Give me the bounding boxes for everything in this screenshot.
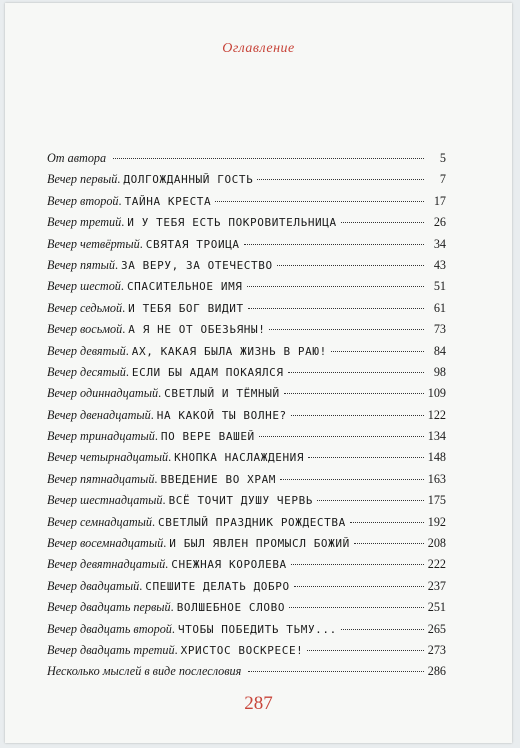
toc-entry-page: 26 — [433, 215, 446, 230]
toc-entry-separator: . — [125, 364, 129, 379]
toc-entry-heading: СВЯТАЯ ТРОИЦА — [145, 237, 240, 251]
page-title: Оглавление — [222, 41, 295, 56]
dot-leader — [331, 351, 424, 352]
toc-entry-label: Вечер двадцать первый — [47, 600, 171, 615]
toc-entry-label: Вечер четвёртый — [47, 236, 140, 251]
toc-entry-heading: ЕСЛИ БЫ АДАМ ПОКАЯЛСЯ — [131, 365, 284, 379]
toc-entry-label: Вечер двадцать третий — [47, 642, 175, 657]
toc-entry — [47, 301, 446, 322]
toc-entry-label: Вечер тринадцатый — [47, 429, 155, 444]
toc-entry-label: Вечер восьмой — [47, 322, 123, 337]
toc-entry-label: Несколько мыслей в виде послесловия — [47, 664, 242, 679]
table-of-contents — [47, 151, 446, 686]
toc-entry — [47, 515, 446, 536]
toc-entry-heading: СНЕЖНАЯ КОРОЛЕВА — [171, 558, 287, 572]
toc-entry-page: 122 — [427, 407, 446, 422]
toc-entry-heading: И ТЕБЯ БОГ ВИДИТ — [128, 301, 244, 315]
toc-entry-separator: . — [122, 300, 126, 315]
toc-entry-page: 222 — [427, 557, 446, 572]
toc-entry-heading: И У ТЕБЯ ЕСТЬ ПОКРОВИТЕЛЬНИЦА — [127, 216, 337, 230]
toc-entry-page: 17 — [433, 193, 446, 208]
toc-entry-heading: КНОПКА НАСЛАЖДЕНИЯ — [174, 451, 305, 465]
toc-entry — [47, 472, 446, 493]
dot-leader — [354, 543, 424, 544]
toc-entry-separator: . — [154, 429, 158, 444]
dot-leader — [259, 436, 424, 437]
dot-leader — [341, 222, 424, 223]
toc-entry-label: Вечер третий — [47, 215, 122, 230]
toc-entry-separator: . — [170, 600, 174, 615]
toc-entry-page: 73 — [433, 322, 446, 337]
toc-entry-heading: СПАСИТЕЛЬНОЕ ИМЯ — [126, 280, 243, 294]
toc-entry-heading: СВЕТЛЫЙ И ТЁМНЫЙ — [164, 387, 280, 401]
toc-entry-separator: . — [158, 386, 162, 401]
toc-entry-page: 43 — [433, 257, 446, 272]
dot-leader — [277, 265, 424, 266]
toc-entry — [47, 557, 446, 578]
toc-entry — [47, 408, 446, 429]
dot-leader — [284, 393, 424, 394]
toc-entry-label: Вечер второй — [47, 193, 119, 208]
toc-entry-label: Вечер двадцать второй — [47, 621, 172, 636]
toc-entry-heading: АХ, КАКАЯ БЫЛА ЖИЗНЬ В РАЮ! — [131, 344, 327, 358]
toc-entry-page: 84 — [433, 343, 446, 358]
toc-entry — [47, 194, 446, 215]
toc-entry-page: 134 — [427, 429, 446, 444]
toc-entry — [47, 600, 446, 621]
toc-entry — [47, 386, 446, 407]
toc-entry-separator: . — [174, 642, 178, 657]
toc-entry-page: 251 — [427, 600, 446, 615]
toc-entry-page: 192 — [427, 514, 446, 529]
toc-entry-page: 163 — [427, 471, 446, 486]
dot-leader — [280, 479, 424, 480]
toc-entry-separator: . — [165, 557, 169, 572]
dot-leader — [248, 671, 423, 672]
dot-leader — [244, 244, 424, 245]
toc-entry-separator: . — [118, 193, 122, 208]
toc-entry-label: Вечер шестнадцатый — [47, 493, 163, 508]
toc-entry-page: 61 — [433, 300, 446, 315]
dot-leader — [215, 201, 424, 202]
toc-entry-separator: . — [117, 172, 121, 187]
toc-entry-separator: . — [114, 257, 119, 272]
toc-entry-heading: НА КАКОЙ ТЫ ВОЛНЕ? — [156, 408, 287, 422]
toc-entry-page: 273 — [427, 642, 446, 657]
toc-entry-heading: ТАЙНА КРЕСТА — [124, 194, 212, 208]
toc-entry-heading: ДОЛГОЖДАННЫЙ ГОСТЬ — [123, 173, 254, 187]
dot-leader — [269, 329, 424, 330]
toc-entry-separator: . — [168, 450, 172, 465]
dot-leader — [308, 457, 424, 458]
page-number: 287 — [244, 693, 273, 714]
toc-entry-separator: . — [125, 343, 129, 358]
dot-leader — [307, 650, 423, 651]
toc-entry-label: Вечер восемнадцатый — [47, 536, 164, 551]
dot-leader — [289, 607, 424, 608]
toc-entry-label: От автора — [47, 151, 107, 165]
toc-entry-label: Вечер седьмой — [47, 300, 123, 315]
toc-entry-page: 237 — [427, 578, 446, 593]
toc-entry — [47, 643, 446, 664]
toc-entry-separator: . — [154, 471, 158, 486]
toc-entry-page: 51 — [433, 279, 446, 294]
toc-entry-page: 109 — [427, 386, 446, 401]
dot-leader — [341, 629, 424, 630]
toc-entry — [47, 172, 446, 193]
dot-leader — [247, 286, 424, 287]
toc-entry-separator: . — [151, 514, 156, 529]
toc-entry — [47, 151, 446, 172]
toc-entry — [47, 215, 446, 236]
toc-entry-page: 34 — [433, 236, 446, 251]
toc-entry — [47, 536, 446, 557]
toc-entry-page: 208 — [427, 536, 446, 551]
toc-entry-label: Вечер девятый — [47, 343, 126, 358]
toc-entry — [47, 237, 446, 258]
toc-entry — [47, 493, 446, 514]
toc-entry — [47, 579, 446, 600]
toc-entry — [47, 344, 446, 365]
toc-entry-label: Вечер пятнадцатый — [47, 471, 155, 486]
toc-entry-heading: ПО ВЕРЕ ВАШЕЙ — [160, 430, 255, 444]
toc-entry-page: 7 — [439, 172, 446, 187]
toc-entry-heading: И БЫЛ ЯВЛЕН ПРОМЫСЛ БОЖИЙ — [169, 537, 350, 551]
toc-entry — [47, 365, 446, 386]
toc-entry-heading: СПЕШИТЕ ДЕЛАТЬ ДОБРО — [145, 579, 290, 593]
toc-entry-page: 286 — [427, 664, 446, 679]
toc-entry — [47, 429, 446, 450]
toc-entry-separator: . — [163, 536, 167, 551]
toc-entry-separator: . — [171, 621, 175, 636]
toc-entry-label: Вечер пятый — [47, 257, 115, 272]
toc-entry-label: Вечер десятый — [47, 364, 126, 379]
toc-entry-label: Вечер четырнадцатый — [47, 450, 169, 465]
toc-entry-page: 175 — [427, 493, 446, 508]
dot-leader — [291, 564, 424, 565]
toc-entry-separator: . — [121, 215, 125, 230]
toc-entry-heading: А Я НЕ ОТ ОБЕЗЬЯНЫ! — [128, 323, 266, 337]
toc-entry-separator: . — [150, 407, 154, 422]
toc-entry-label: Вечер семнадцатый — [47, 514, 152, 529]
toc-entry-label: Вечер одиннадцатый — [47, 386, 159, 401]
toc-entry-separator: . — [139, 578, 143, 593]
dot-leader — [257, 179, 424, 180]
toc-entry-page: 5 — [439, 151, 446, 165]
dot-leader — [317, 500, 424, 501]
toc-entry — [47, 664, 446, 685]
dot-leader — [294, 586, 424, 587]
toc-entry — [47, 258, 446, 279]
toc-entry-page: 98 — [433, 364, 446, 379]
book-page — [5, 3, 512, 743]
dot-leader — [248, 308, 424, 309]
dot-leader — [113, 158, 424, 159]
toc-entry-label: Вечер первый — [47, 172, 118, 187]
toc-entry-heading: ВСЁ ТОЧИТ ДУШУ ЧЕРВЬ — [168, 494, 314, 508]
toc-entry-separator: . — [122, 322, 126, 337]
dot-leader — [350, 522, 424, 523]
dot-leader — [288, 372, 424, 373]
toc-entry-label: Вечер девятнадцатый — [47, 557, 166, 572]
toc-entry-label: Вечер шестой — [47, 279, 121, 294]
toc-entry — [47, 450, 446, 471]
toc-entry-heading: ВОЛШЕБНОЕ СЛОВО — [176, 601, 286, 615]
toc-entry — [47, 322, 446, 343]
toc-entry — [47, 622, 446, 643]
toc-entry — [47, 279, 446, 300]
toc-entry-heading: ЗА ВЕРУ, ЗА ОТЕЧЕСТВО — [121, 258, 273, 272]
toc-entry-separator: . — [162, 493, 166, 508]
toc-entry-separator: . — [139, 236, 143, 251]
dot-leader — [291, 415, 424, 416]
toc-entry-label: Вечер двадцатый — [47, 578, 140, 593]
toc-entry-heading: ХРИСТОС ВОСКРЕСЕ! — [180, 643, 304, 657]
toc-entry-page: 265 — [427, 621, 446, 636]
toc-entry-separator: . — [120, 279, 124, 294]
toc-entry-page: 148 — [427, 450, 446, 465]
toc-entry-heading: СВЕТЛЫЙ ПРАЗДНИК РОЖДЕСТВА — [158, 515, 346, 529]
toc-entry-heading: ЧТОБЫ ПОБЕДИТЬ ТЬМУ... — [177, 622, 337, 636]
toc-entry-label: Вечер двенадцатый — [47, 407, 151, 422]
toc-entry-heading: ВВЕДЕНИЕ ВО ХРАМ — [160, 472, 277, 486]
